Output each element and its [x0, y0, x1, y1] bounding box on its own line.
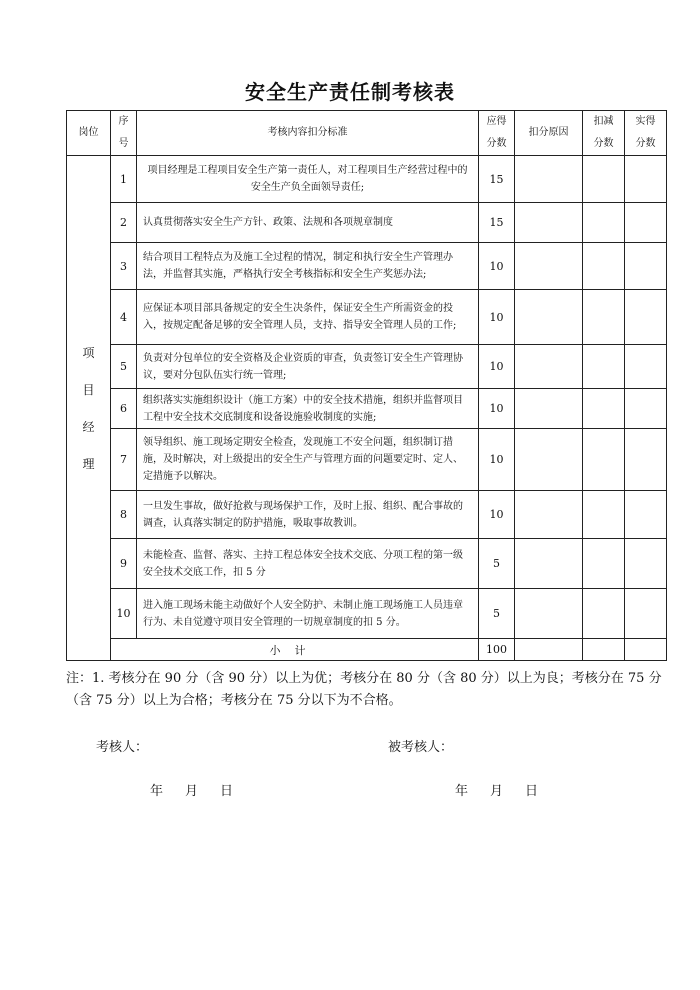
row-deduct[interactable]: [583, 156, 625, 203]
row-seq: 10: [111, 589, 137, 639]
row-deduct[interactable]: [583, 389, 625, 429]
row-actual[interactable]: [625, 589, 667, 639]
header-actual-score: 实得 分数: [625, 111, 667, 156]
header-seq: 序 号: [111, 111, 137, 156]
table-row: [67, 156, 667, 203]
row-content: 认真贯彻落实安全生产方针、政策、法规和各项规章制度: [137, 203, 479, 243]
page-title: 安全生产责任制考核表: [245, 80, 455, 104]
row-actual[interactable]: [625, 203, 667, 243]
header-deduct-reason: 扣分原因: [515, 111, 583, 156]
row-seq: 9: [111, 539, 137, 589]
table-row: [67, 429, 667, 491]
assessment-table: [66, 110, 667, 661]
table-row: [67, 491, 667, 539]
row-score: 10: [479, 345, 515, 389]
row-actual[interactable]: [625, 290, 667, 345]
row-actual[interactable]: [625, 243, 667, 290]
subtotal-label: 小计: [111, 639, 479, 661]
row-deduct[interactable]: [583, 429, 625, 491]
row-content: 项目经理是工程项目安全生产第一责任人，对工程项目生产经营过程中的安全生产负全面领导责任;: [137, 156, 479, 203]
subtotal-reason[interactable]: [515, 639, 583, 661]
day-label: 日: [220, 784, 234, 799]
row-content: 结合项目工程特点为及施工全过程的情况，制定和执行安全生产管理办法，并监督其实施，严格执行安全考核指标和安全生产奖惩办法;: [137, 243, 479, 290]
row-content: 应保证本项目部具备规定的安全生决条件，保证安全生产所需资金的投入，按规定配备足够的安全管理人员，支持、指导安全管理人员的工作;: [137, 290, 479, 345]
row-seq: 1: [111, 156, 137, 203]
row-reason[interactable]: [515, 156, 583, 203]
row-deduct[interactable]: [583, 345, 625, 389]
month-label: 月: [185, 784, 199, 799]
assessor-date: [150, 780, 255, 799]
subtotal-deduct[interactable]: [583, 639, 625, 661]
assessee-date: [455, 780, 560, 799]
row-content: 组织落实实施组织设计（施工方案）中的安全技术措施，组织并监督项目工程中安全技术交底制度和设备设施验收制度的实施;: [137, 389, 479, 429]
table-row: [67, 243, 667, 290]
subtotal-score: 100: [479, 639, 515, 661]
row-content: 未能检查、监督、落实、主持工程总体安全技术交底、分项工程的第一级安全技术交底工作，扣 5 分: [137, 539, 479, 589]
table-row: [67, 539, 667, 589]
row-actual[interactable]: [625, 429, 667, 491]
row-actual[interactable]: [625, 539, 667, 589]
row-seq: 6: [111, 389, 137, 429]
row-content: 一旦发生事故，做好抢救与现场保护工作，及时上报、组织、配合事故的调查，认真落实制定的防护措施，吸取事故教训。: [137, 491, 479, 539]
row-reason[interactable]: [515, 243, 583, 290]
row-score: 5: [479, 589, 515, 639]
table-row: [67, 589, 667, 639]
row-deduct[interactable]: [583, 491, 625, 539]
row-deduct[interactable]: [583, 589, 625, 639]
row-deduct[interactable]: [583, 243, 625, 290]
assessee-label: 被考核人：: [388, 740, 454, 755]
row-reason[interactable]: [515, 203, 583, 243]
post-cell: 项 目 经 理: [67, 156, 111, 661]
row-score: 10: [479, 389, 515, 429]
row-content: 领导组织、施工现场定期安全检查，发现施工不安全问题，组织制订措施，及时解决，对上级提出的安全生产与管理方面的问题要定时、定人、定措施予以解决。: [137, 429, 479, 491]
row-score: 10: [479, 491, 515, 539]
row-actual[interactable]: [625, 156, 667, 203]
row-score: 5: [479, 539, 515, 589]
header-deduct-score: 扣减 分数: [583, 111, 625, 156]
row-seq: 7: [111, 429, 137, 491]
row-reason[interactable]: [515, 429, 583, 491]
row-reason[interactable]: [515, 589, 583, 639]
row-content: 负责对分包单位的安全资格及企业资质的审查，负责签订安全生产管理协议，要对分包队伍实行统一管理;: [137, 345, 479, 389]
row-seq: 3: [111, 243, 137, 290]
table-row: [67, 290, 667, 345]
row-score: 10: [479, 243, 515, 290]
year-label: 年: [455, 784, 469, 799]
row-deduct[interactable]: [583, 290, 625, 345]
day-label: 日: [525, 784, 539, 799]
row-content: 进入施工现场未能主动做好个人安全防护、未制止施工现场施工人员违章行为、未自觉遵守项目安全管理的一切规章制度的扣 5 分。: [137, 589, 479, 639]
row-seq: 5: [111, 345, 137, 389]
header-content: 考核内容扣分标准: [137, 111, 479, 156]
grading-note: 注：1. 考核分在 90 分（含 90 分）以上为优；考核分在 80 分（含 80 分）以上为良；考核分在 75 分（含 75 分）以上为合格；考核分在 75 分以下为不合格。: [66, 671, 662, 708]
header-post: 岗位: [67, 111, 111, 156]
row-score: 15: [479, 203, 515, 243]
row-score: 15: [479, 156, 515, 203]
header-should-score: 应得 分数: [479, 111, 515, 156]
row-seq: 8: [111, 491, 137, 539]
year-label: 年: [150, 784, 164, 799]
row-seq: 2: [111, 203, 137, 243]
row-score: 10: [479, 429, 515, 491]
row-reason[interactable]: [515, 290, 583, 345]
row-actual[interactable]: [625, 345, 667, 389]
table-row: [67, 203, 667, 243]
row-actual[interactable]: [625, 491, 667, 539]
assessor-label: 考核人：: [96, 740, 149, 755]
row-score: 10: [479, 290, 515, 345]
row-reason[interactable]: [515, 389, 583, 429]
row-reason[interactable]: [515, 491, 583, 539]
month-label: 月: [490, 784, 504, 799]
row-reason[interactable]: [515, 345, 583, 389]
row-actual[interactable]: [625, 389, 667, 429]
subtotal-actual[interactable]: [625, 639, 667, 661]
row-seq: 4: [111, 290, 137, 345]
subtotal-row: [67, 639, 667, 661]
row-deduct[interactable]: [583, 203, 625, 243]
table-header-row: [67, 111, 667, 156]
row-reason[interactable]: [515, 539, 583, 589]
table-row: [67, 345, 667, 389]
row-deduct[interactable]: [583, 539, 625, 589]
table-row: [67, 389, 667, 429]
